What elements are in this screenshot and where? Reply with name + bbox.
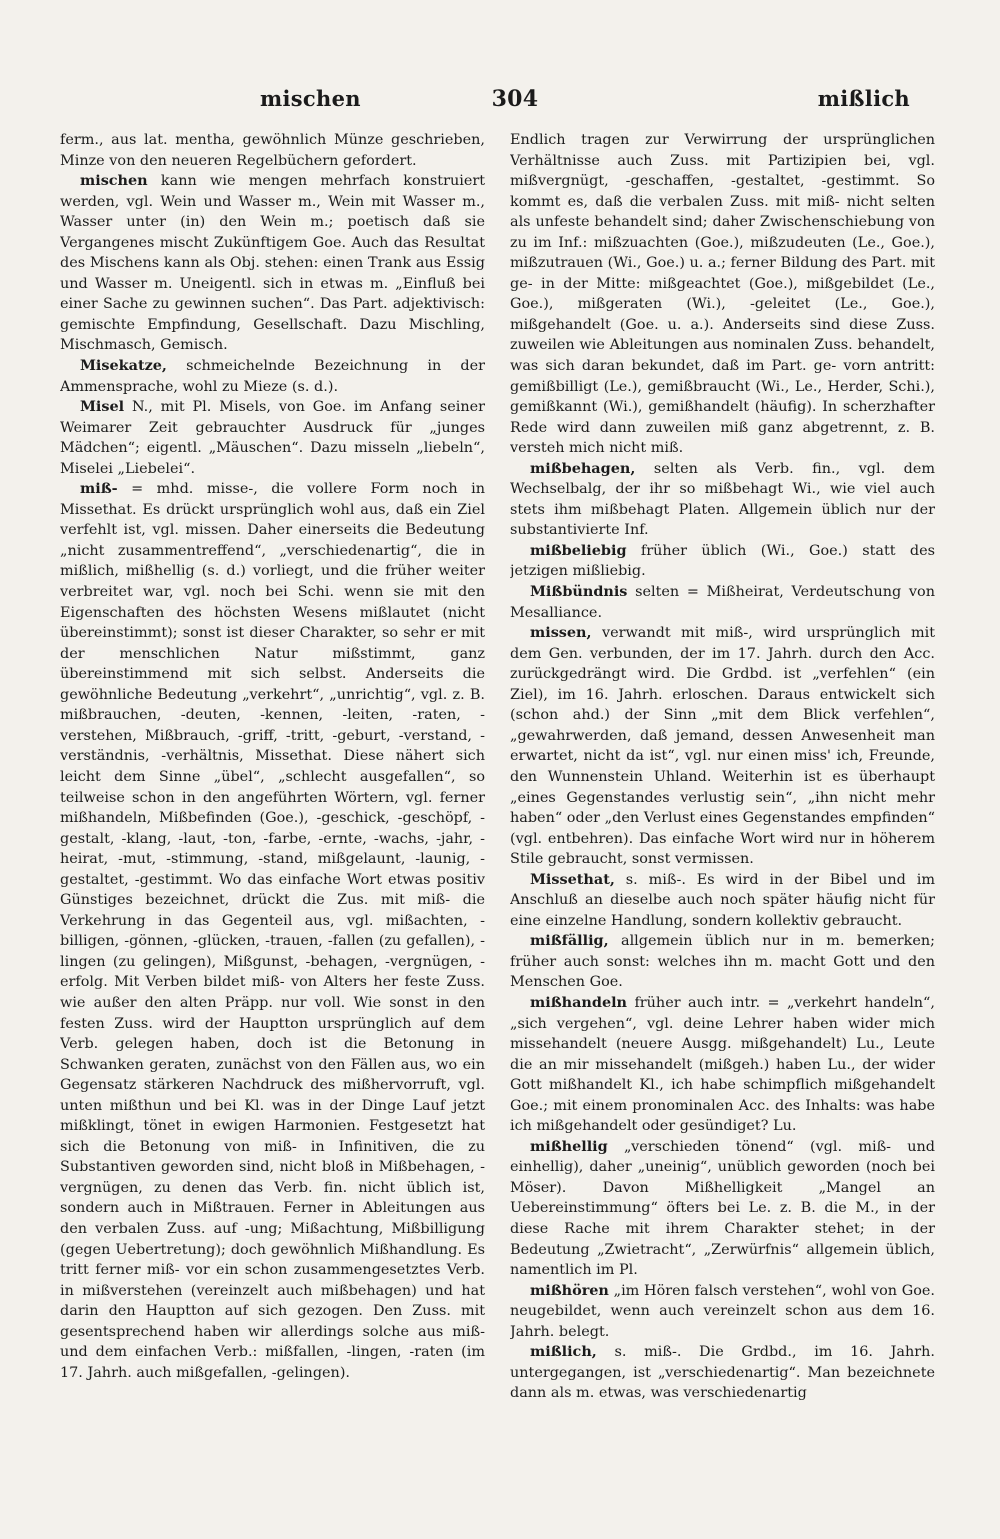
entry (60, 397, 485, 479)
page-number: 304 (491, 86, 539, 112)
entry-text: „im Hören falsch verstehen“, wohl von Goe. neugebildet, wenn auch vereinzelt schon aus dem 16. Jahrh. belegt. (510, 1282, 935, 1340)
entry (510, 993, 935, 1137)
left-running-headword: mischen (260, 86, 361, 111)
entry-text: allgemein üblich nur in m. bemerken; früher auch sonst: welches ihn m. macht Gott und den Menschen Goe. (510, 933, 935, 991)
entry (510, 623, 935, 870)
entry-text: früher üblich (Wi., Goe.) statt des jetzigen mißliebig. (510, 542, 935, 580)
page-header (70, 86, 930, 126)
entry (510, 931, 935, 993)
entry-text: s. miß-. Die Grdbd., im 16. Jahrh. untergegangen, ist „verschiedenartig“. Man bezeichnete dann als m. etwas, was verschiedenartig (510, 1344, 935, 1402)
entry-headword: missen, (530, 624, 592, 642)
entry-text: früher auch intr. = „verkehrt handeln“, „sich vergehen“, vgl. deine Lehrer haben wider mich missehandelt (neuere Ausgg. mißgehandelt) Lu., Leute die an mir missehandelt (mißgeh.) haben Lu., der wider Gott mißhandelt Kl., ich habe schimpflich mißgehandelt Goe.; mit einem pronominalen Acc. des Inhalts: was habe ich mißgehandelt oder gesündiget? Lu. (510, 994, 935, 1135)
entry (510, 1342, 935, 1404)
entry-headword: Missethat, (530, 870, 615, 888)
right-column (510, 130, 935, 1450)
entry-text: N., mit Pl. Misels, von Goe. im Anfang seiner Weimarer Zeit gebrauchter Ausdruck für „junges Mädchen“; eigentl. „Mäuschen“. Dazu misseln „liebeln“, Miselei „Liebelei“. (60, 399, 485, 477)
entry-headword: mißhellig (530, 1137, 608, 1155)
entry-headword: mißhören (530, 1281, 609, 1299)
entry-headword: miß- (80, 480, 118, 498)
entry-headword: mischen (80, 172, 148, 190)
entry-text: = mhd. misse-, die vollere Form noch in Missethat. Es drückt ursprünglich wohl aus, daß ein Ziel verfehlt ist, vgl. missen. Daher einerseits die Bedeutung „nicht zusammentreffend“, „verschiedenartig“, die in mißlich, mißhellig (s. d.) vorliegt, und die früher weiter verbreitet war, vgl. noch bei Schi. wenn sie mit den Eigenschaften des höchsten Wesens mißlautet (nicht übereinstimmt); sonst ist dieser Charakter, so sehr er mit der menschlichen Natur mißstimmt, ganz übereinstimmend mit sich selbst. Anderseits die gewöhnliche Bedeutung „verkehrt“, „unrichtig“, vgl. z. B. mißbrauchen, -deuten, -kennen, -leiten, -raten, -verstehen, Mißbrauch, -griff, -tritt, -geburt, -verstand, -verständnis, -verhältnis, Missethat. Diese nähert sich leicht dem Sinne „übel“, „schlecht ausgefallen“, so teilweise schon in den angeführten Wörtern, vgl. ferner mißhandeln, Mißbefinden (Goe.), -geschick, -geschöpf, -gestalt, -klang, -laut, -ton, -farbe, -ernte, -wachs, -jahr, -heirat, -mut, -stimmung, -stand, mißgelaunt, -launig, -gestaltet, -gestimmt. Wo das einfache Wort etwas positiv Günstiges bezeichnet, drückt die Zus. mit miß- die Verkehrung in das Gegenteil aus, vgl. mißachten, -billigen, -gönnen, -glücken, -trauen, -fallen (zu gefallen), -lingen (zu gelingen), Mißgunst, -behagen, -vergnügen, -erfolg. Mit Verben bildet miß- von Alters her feste Zuss. wie außer den alten Präpp. nur voll. Wie sonst in den festen Zuss. wird der Hauptton ursprünglich auf dem Verb. gelegen haben, doch ist die Betonung in Schwanken geraten, zunächst von den Fällen aus, wo ein Gegensatz stärkeren Nachdruck des mißhervorruft, vgl. unten mißthun und bei Kl. was in der Dinge Lauf jetzt mißklingt, tönet in ewigen Harmonien. Festgesetzt hat sich die Betonung von miß- in Infinitiven, die zu Substantiven geworden sind, nicht bloß in Mißbehagen, -vergnügen, zu denen das Verb. fin. nicht üblich ist, sondern auch in Mißtrauen. Ferner in Ableitungen aus den verbalen Zuss. auf -ung; Mißachtung, Mißbilligung (gegen Uebertretung); doch gewöhnlich Mißhandlung. Es tritt ferner miß- vor ein schon zusammengesetztes Verb. in mißverstehen (vereinzelt auch mißbehagen) und hat darin den Hauptton auf sich gezogen. Den Zuss. mit gesentsprechend haben wir allerdings solche aus miß- und dem einfachen Verb.: mißfallen, -lingen, -raten (im 17. Jahrh. auch mißgefallen, -gelingen). (60, 481, 485, 1381)
entry (60, 171, 485, 356)
entry-text: schmeichelnde Bezeichnung in der Ammensprache, wohl zu Mieze (s. d.). (60, 358, 485, 395)
entry-text: selten als Verb. fin., vgl. dem Wechselbalg, der ihr so mißbehagt Wi., wie viel auch stets ihm mißbehagt Platen. Allgemein üblich nur der substantivierte Inf. (510, 460, 935, 539)
entry-text: s. miß-. Es wird in der Bibel und im Anschluß an dieselbe auch noch später häufig nicht für eine einzelne Handlung, sondern kollektiv gebraucht. (510, 871, 935, 929)
entry-headword: mißlich, (530, 1343, 597, 1361)
entry (510, 582, 935, 623)
entry-continuation (510, 130, 935, 459)
entry-text: selten = Mißheirat, Verdeutschung von Mesalliance. (510, 584, 935, 621)
entry-headword: mißbeliebig (530, 541, 627, 559)
entry-headword: Mißbündnis (530, 583, 628, 601)
entry-headword: mißbehagen, (530, 459, 636, 477)
right-running-headword: mißlich (817, 86, 910, 111)
entry (510, 870, 935, 932)
entry-headword: mißfällig, (530, 932, 609, 950)
entry-continuation (60, 130, 485, 171)
entry-headword: Misel (80, 398, 125, 416)
entry-text: „verschieden tönend“ (vgl. miß- und einhellig), daher „uneinig“, unüblich geworden (noch bei Möser). Davon Mißhelligkeit „Mangel an Uebereinstimmung“ öfters bei Le. z. B. die M., in der diese Rache mit ihrem Charakter stehet; in der Bedeutung „Zwietracht“, „Zerwürfnis“ allgemein üblich, namentlich im Pl. (510, 1138, 935, 1279)
entry (60, 479, 485, 1383)
entry-text: Endlich tragen zur Verwirrung der ursprünglichen Verhältnisse auch Zuss. mit Partizipien bei, vgl. mißvergnügt, -geschaffen, -gestaltet, -gestimmt. So kommt es, daß die verbalen Zuss. mit miß- nicht selten als unfeste behandelt sind; daher Zwischenschiebung von zu im Inf.: mißzuachten (Goe.), mißzudeuten (Le., Goe.), mißzutrauen (Wi., Goe.) u. a.; ferner Bildung des Part. mit ge- in der Mitte: mißgeachtet (Goe.), mißgebildet (Le., Goe.), mißgeraten (Wi.), -geleitet (Le., Goe.), mißgehandelt (Goe. u. a.). Anderseits sind diese Zuss. zuweilen wie Ableitungen aus nominalen Zuss. behandelt, was sich daran bekundet, daß im Part. ge- vorn antritt: gemißbilligt (Le.), gemißbraucht (Wi., Le., Herder, Schi.), gemißkannt (Wi.), gemißhandelt (häufig). In scherzhafter Rede wird dann zuweilen miß ganz abgetrennt, z. B. versteh mich nicht miß. (510, 132, 935, 457)
entry-headword: mißhandeln (530, 993, 628, 1011)
entry (510, 541, 935, 582)
left-column (60, 130, 485, 1450)
entry-text: kann wie mengen mehrfach konstruiert werden, vgl. Wein und Wasser m., Wein mit Wasser m., Wasser unter (in) den Wein m.; poetisch daß sie Vergangenes mischt Zukünftigem Goe. Auch das Resultat des Mischens kann als Obj. stehen: einen Trank aus Essig und Wasser m. Uneigentl. sich in etwas m. „Einfluß bei einer Sache zu gewinnen suchen“. Das Part. adjektivisch: gemischte Empfindung, Gesellschaft. Dazu Mischling, Mischmasch, Gemisch. (60, 173, 485, 354)
entry (510, 1137, 935, 1281)
entry-headword: Misekatze, (80, 357, 167, 375)
entry (510, 459, 935, 541)
entry-text: verwandt mit miß-, wird ursprünglich mit dem Gen. verbunden, der im 17. Jahrh. durch den Acc. zurückgedrängt wird. Die Grdbd. ist „verfehlen“ (ein Ziel), im 16. Jahrh. erloschen. Daraus entwickelt sich (schon ahd.) der Sinn „mit dem Blick verfehlen“, „gewahrwerden, daß jemand, dessen Anwesenheit man erwartet, nicht da ist“, vgl. nur einen miss' ich, Freunde, den Wunnenstein Uhland. Weiterhin ist es überhaupt „eines Gegenstandes verlustig sein“, „ihn nicht mehr haben“ oder „den Verlust eines Gegenstandes empfinden“ (vgl. entbehren). Das einfache Wort wird nur in höherem Stile gebraucht, sonst vermissen. (510, 625, 935, 868)
entry (60, 356, 485, 397)
entry (510, 1281, 935, 1343)
entry-text: ferm., aus lat. mentha, gewöhnlich Münze geschrieben, Minze von den neueren Regelbüchern gefordert. (60, 132, 485, 169)
